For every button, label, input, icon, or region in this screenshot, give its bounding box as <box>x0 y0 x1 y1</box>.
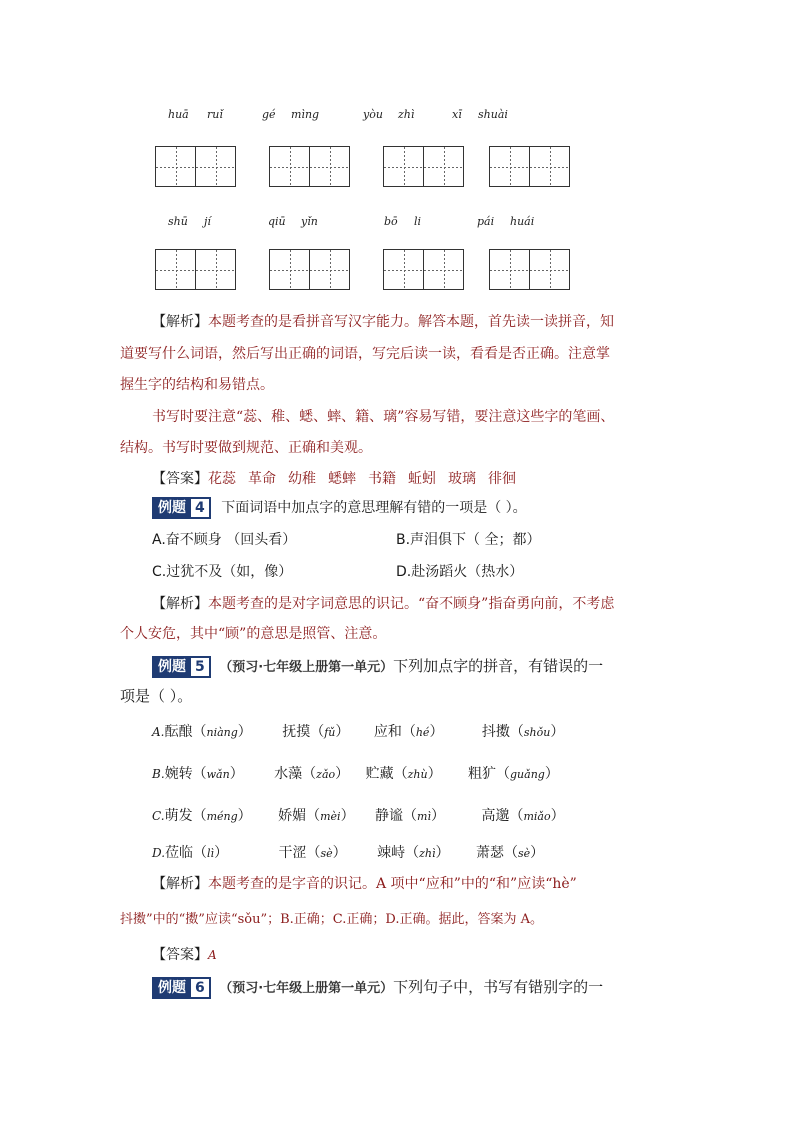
question-text: 下列句子中，书写有错别字的一 <box>393 978 604 996</box>
example-6-question <box>152 976 603 999</box>
answer-word: 书籍 <box>368 471 396 487</box>
answer-word: 革命 <box>248 471 276 487</box>
pinyin: yǐn <box>301 215 318 228</box>
example-4-analysis-line-2: 个人安危，其中“顾”的意思是照管、注意。 <box>120 626 387 642</box>
pinyin: gé <box>262 108 276 121</box>
writing-grid[interactable] <box>155 146 235 188</box>
pinyin: jí <box>204 215 211 228</box>
pinyin: shū <box>168 215 188 228</box>
option-row-c[interactable]: C.萌发（méng） 娇媚（mèi） 静谧（mì） 高邈（miǎo） <box>152 808 565 824</box>
writing-grid[interactable] <box>155 249 235 291</box>
example-tag: 例题 6 <box>152 977 211 999</box>
pinyin: zhì <box>398 108 415 121</box>
pinyin-row-1 <box>0 108 794 128</box>
pinyin: qiū <box>268 215 286 228</box>
pinyin: ruǐ <box>207 108 223 121</box>
option-row-b[interactable]: B.婉转（wǎn） 水藻（zǎo） 贮藏（zhù） 粗犷（guǎng） <box>152 766 559 782</box>
pinyin: shuài <box>478 108 508 121</box>
option-b[interactable]: B.声泪俱下（ 全；都） <box>396 532 541 548</box>
example-5-answer <box>152 944 217 964</box>
analysis-1-line-4: 书写时要注意“蕊、稚、蟋、蟀、籍、璃”容易写错，要注意这些字的笔画、 <box>152 409 615 425</box>
option-a[interactable]: A.奋不顾身 （回头看） <box>152 532 297 548</box>
pinyin: huái <box>510 215 535 228</box>
example-tag: 例题 4 <box>152 497 211 519</box>
writing-grid[interactable] <box>489 249 569 291</box>
pinyin: mìng <box>291 108 320 121</box>
answer-word: 幼稚 <box>288 471 316 487</box>
pinyin: li <box>414 215 422 228</box>
writing-grid-row-2 <box>0 249 794 293</box>
answer-word: 徘徊 <box>488 471 516 487</box>
writing-grid[interactable] <box>489 146 569 188</box>
example-5-analysis-line-2: 抖擞”中的“擞”应读“sǒu”；B.正确；C.正确；D.正确。据此，答案为 A。 <box>120 912 544 927</box>
pinyin: xī <box>452 108 462 121</box>
writing-grid-row-1 <box>0 146 794 190</box>
analysis-1-line-3: 握生字的结构和易错点。 <box>120 377 274 393</box>
answer-label: 【答案】 <box>152 947 208 963</box>
answer-word: 玻璃 <box>448 471 476 487</box>
answer-label: 【答案】 <box>152 471 208 487</box>
option-row-a[interactable]: A.酝酿（niàng） 抚摸（fǔ） 应和（hé） 抖擞（shǒu） <box>152 724 565 740</box>
writing-grid[interactable] <box>383 249 463 291</box>
question-text: 下面词语中加点字的意思理解有错的一项是（ ）。 <box>221 500 527 516</box>
question-source: （预习·七年级上册第一单元） <box>219 981 394 996</box>
example-4-analysis-line-1 <box>152 593 614 613</box>
answer-1 <box>152 468 528 488</box>
pinyin: yòu <box>363 108 383 121</box>
question-source: （预习·七年级上册第一单元） <box>219 660 394 675</box>
analysis-text: 本题考查的是对字词意思的识记。“奋不顾身”指奋勇向前，不考虑 <box>208 596 615 612</box>
pinyin: bō <box>384 215 398 228</box>
writing-grid[interactable] <box>269 146 349 188</box>
example-5-question <box>152 655 603 678</box>
example-5-analysis-line-1 <box>152 873 577 893</box>
option-c[interactable]: C.过犹不及（如，像） <box>152 564 293 580</box>
answer-word: 蚯蚓 <box>408 471 436 487</box>
example-tag: 例题 5 <box>152 656 211 678</box>
analysis-label: 【解析】 <box>152 876 208 892</box>
writing-grid[interactable] <box>383 146 463 188</box>
analysis-1-line-1 <box>152 311 614 331</box>
question-text: 下列加点字的拼音，有错误的一 <box>393 657 604 675</box>
analysis-1-line-5: 结构。书写时要做到规范、正确和美观。 <box>120 440 372 456</box>
answer-word: 花蕊 <box>208 471 236 487</box>
analysis-label: 【解析】 <box>152 596 208 612</box>
analysis-label: 【解析】 <box>152 314 208 330</box>
pinyin-row-2 <box>0 215 794 235</box>
pinyin: pái <box>477 215 495 228</box>
analysis-text: 本题考查的是看拼音写汉字能力。解答本题，首先读一读拼音，知 <box>208 314 614 330</box>
example-5-question-line-2: 项是（ ）。 <box>120 687 193 705</box>
pinyin: huā <box>168 108 189 121</box>
writing-grid[interactable] <box>269 249 349 291</box>
analysis-1-line-2: 道要写什么词语，然后写出正确的词语，写完后读一读，看看是否正确。注意掌 <box>120 346 610 362</box>
answer-text: A <box>208 948 217 962</box>
option-row-d[interactable]: D.莅临（lì） 干涩（sè） 竦峙（zhì） 萧瑟（sè） <box>152 845 545 861</box>
answer-word: 蟋蟀 <box>328 471 356 487</box>
option-d[interactable]: D.赴汤蹈火（热水） <box>396 564 524 580</box>
analysis-text: 本题考查的是字音的识记。A 项中“应和”中的“和”应读“hè” <box>208 876 577 892</box>
example-4-question <box>152 497 527 519</box>
